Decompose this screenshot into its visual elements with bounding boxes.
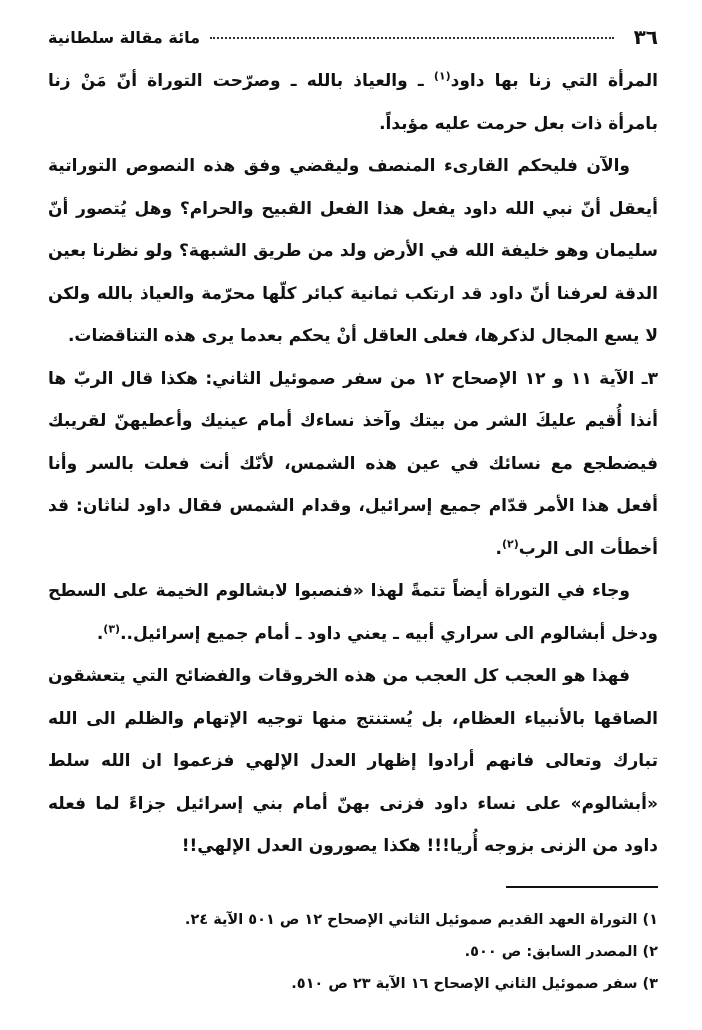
footnotes bbox=[48, 904, 658, 1000]
paragraph bbox=[48, 60, 658, 145]
paragraph-text: ٣ـ الآية ١١ و ١٢ الإصحاح ١٢ من سفر صموئيل الثاني: هكذا قال الربّ ها أنذا أُقيم عليكَ الشر من بيتك وآخذ نساءك أمام عينيك وأعطيهنّ لقريبك فيضطجع مع نسائك في عين هذه الشمس، لأنّك أنت فعلت بالسر وأنا أفعل هذا الأمر قدّام جميع إسرائيل، وقدام الشمس فقال داود لناثان: قد أخطأت الى الرب bbox=[48, 368, 658, 559]
paragraph-text: . bbox=[495, 538, 502, 559]
footnote-marker: (١) bbox=[433, 69, 451, 83]
paragraph bbox=[48, 358, 658, 571]
paragraph-text: المرأة التي زنا بها داود bbox=[450, 71, 659, 91]
paragraph bbox=[48, 655, 658, 868]
paragraph-text: فهذا هو العجب كل العجب من هذه الخروقات والفضائح التي يتعشقون الصاقها بالأنبياء العظام، بل يُستنتج منها توجيه الإتهام والظلم الى الله تبارك وتعالى فانهم أرادوا إظهار العدل الإلهي فزعموا ان الله سلط «أبشالوم» على نساء داود فزنى بهنّ أمام بني إسرائيل جزاءً لما فعله داود من الزنى بزوجه أُريا!!! هكذا يصورون العدل الإلهي!! bbox=[48, 666, 658, 856]
footnote-2: ٢) المصدر السابق: ص ٥٠٠. bbox=[464, 943, 658, 960]
header-dotted-leader bbox=[210, 36, 614, 39]
running-header bbox=[48, 22, 658, 52]
paragraph bbox=[48, 145, 658, 358]
paragraph-text: ـ والعياذ بالله ـ وصرّحت التوراة أنّ مَنْ زنا بامرأة ذات بعل حرمت عليه مؤبداً. bbox=[48, 71, 658, 134]
footnote-3: ٣) سفر صموئيل الثاني الإصحاح ١٦ الآية ٢٣ ص ٥١٠. bbox=[291, 975, 658, 992]
footnote-separator bbox=[506, 886, 658, 888]
paragraph-text: وجاء في التوراة أيضاً تتمةً لهذا «فنصبوا لابشالوم الخيمة على السطح ودخل أبشالوم الى سراري أبيه ـ يعني داود ـ أمام جميع إسرائيل.. bbox=[48, 581, 658, 644]
paragraph-text: والآن فليحكم القارىء المنصف وليقضي وفق هذه النصوص التوراتية أيعقل أنّ نبي الله داود يفعل هذا الفعل القبيح والحرام؟ وهل يُتصور أنّ سليمان وهو خليفة الله في الأرض ولد من طريق الشبهة؟ ولو نظرنا بعين الدقة لعرفنا أنّ داود قد ارتكب ثمانية كبائر كلّها محرّمة والعياذ بالله ولكن لا يسع المجال لذكرها، فعلى العاقل أنْ يحكم بعدما يرى هذه التناقضات. bbox=[48, 156, 658, 346]
paragraph bbox=[48, 570, 658, 655]
footnote-1: ١) التوراة العهد القديم صموئيل الثاني الإصحاح ١٢ ص ٥٠١ الآية ٢٤. bbox=[184, 911, 658, 928]
main-text bbox=[48, 60, 658, 868]
footnote-marker: (٢) bbox=[501, 536, 519, 550]
footnote-marker: (٣) bbox=[103, 621, 121, 635]
page-number: ٣٦ bbox=[633, 25, 658, 49]
book-title: مائة مقالة سلطانية bbox=[48, 27, 201, 47]
paragraph-text: . bbox=[96, 623, 104, 644]
